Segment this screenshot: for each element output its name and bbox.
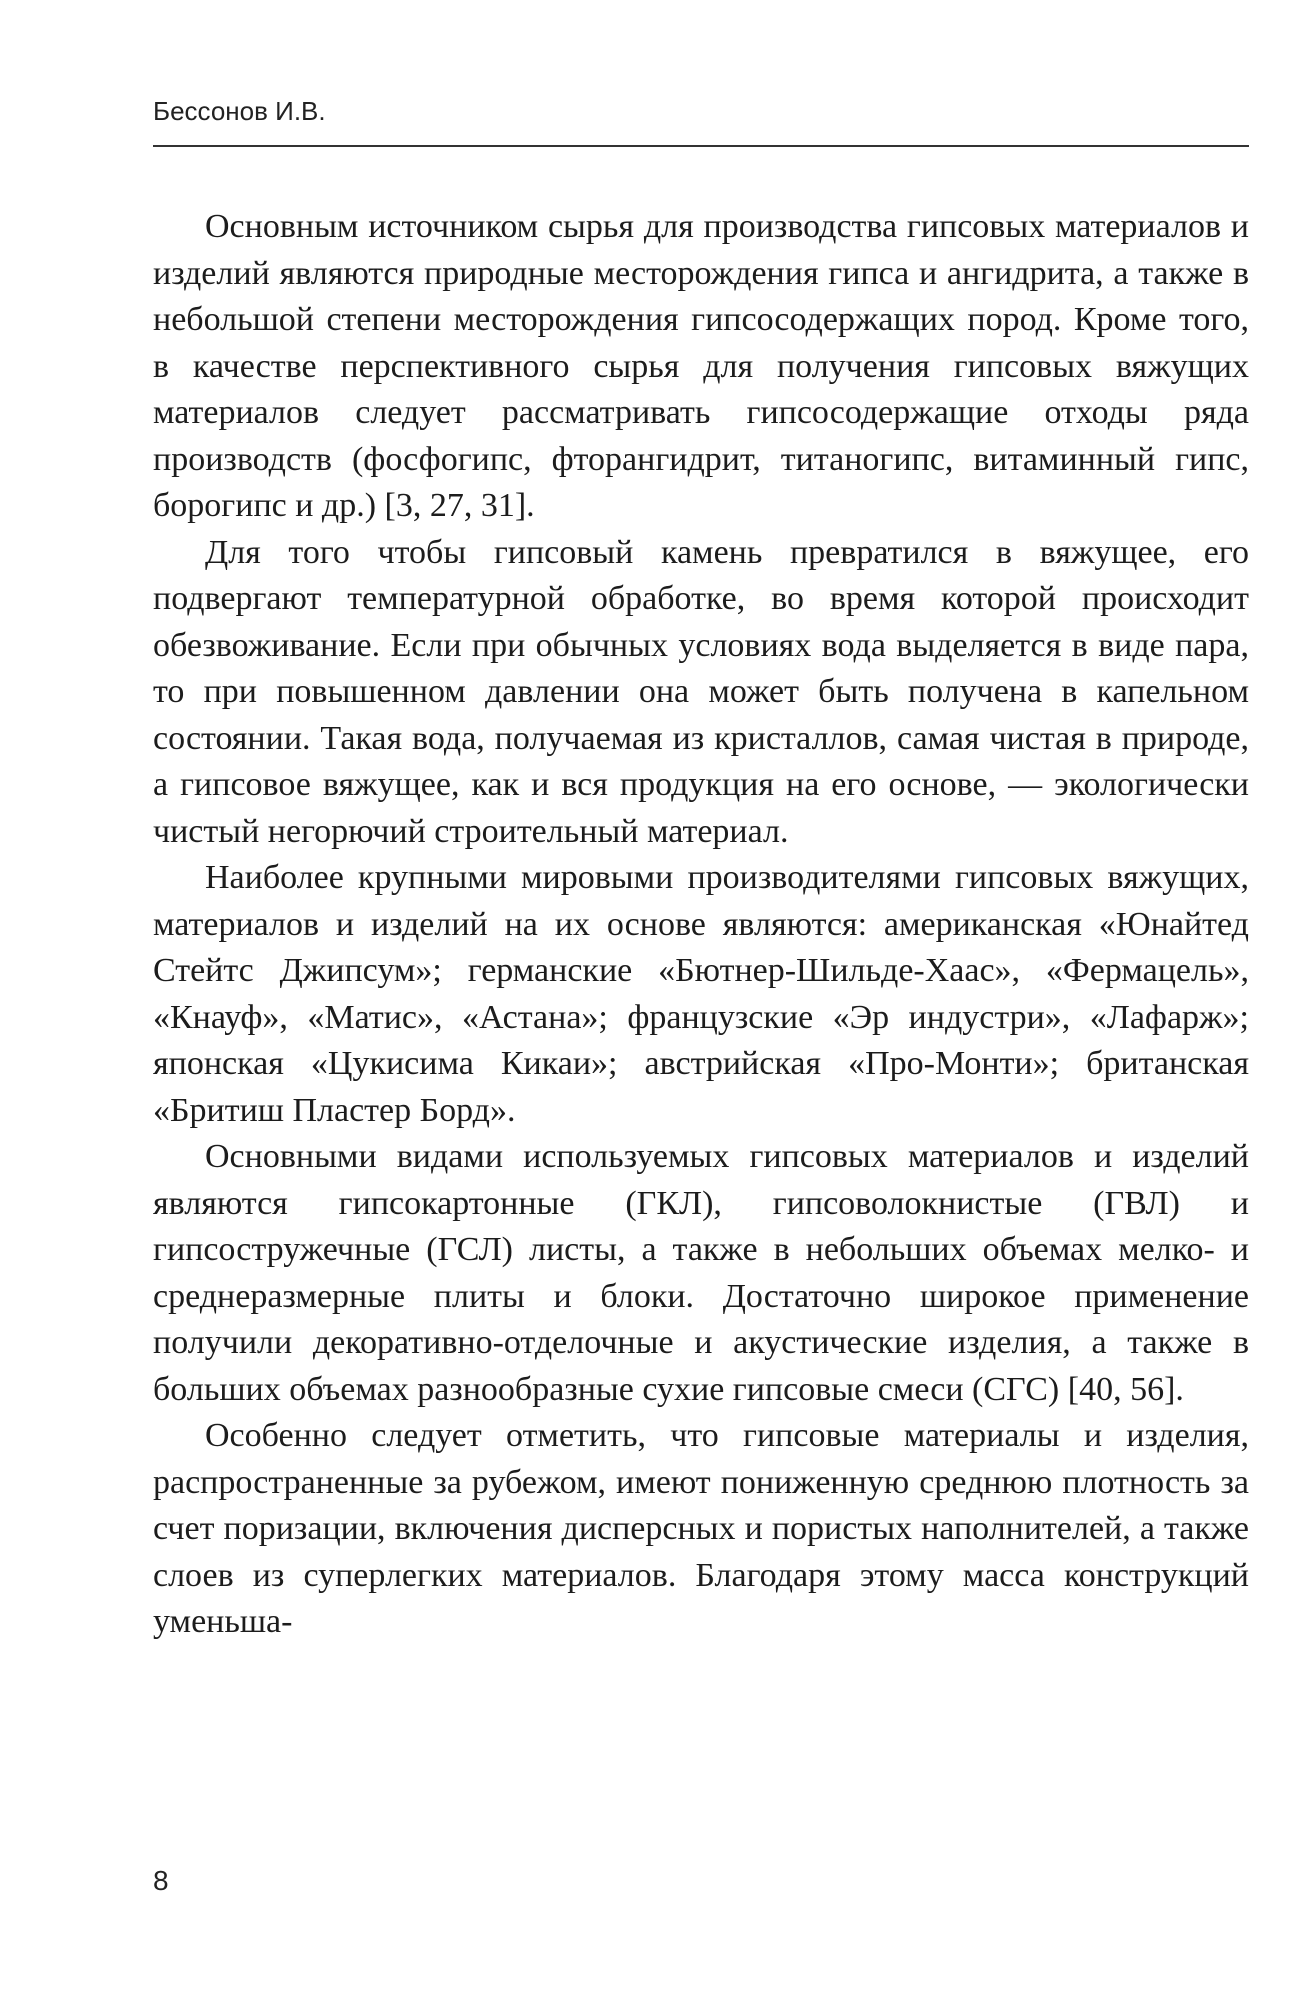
paragraph-dehydration: Для того чтобы гипсовый камень превратился в вяжущее, его подвергают температурной обработке, во время которой происходит обезвоживание. Если при обычных условиях вода выделяется в виде пара, то при повышенном давлении она может быть получена в капельном состоянии. Такая вода, получаемая из кристаллов, самая чистая в природе, а гипсовое вяжущее, как и вся продукция на его основе, — экологически чистый негорючий строительный материал. xyxy=(153,533,1249,850)
page-number: 8 xyxy=(153,1865,169,1896)
paragraph-raw-materials: Основным источником сырья для производства гипсовых материалов и изделий являются природные месторождения гипса и ангидрита, а также в небольшой степени месторождения гипсосодержащих пород. Кроме того, в качестве перспективного сырья для получения гипсовых вяжущих материалов следует рассматривать гипсосодержащие отходы ряда производств (фосфогипс, фторангидрит, титаногипс, витаминный гипс, борогипс и др.) [3, 27, 31]. xyxy=(153,208,1249,524)
paragraph-product-types: Основными видами используемых гипсовых материалов и изделий являются гипсокартонные (ГКЛ), гипсоволокнистые (ГВЛ) и гипсостружечные (ГСЛ) листы, а также в небольших объемах мелко- и среднеразмерные плиты и блоки. Достаточно широкое применение получили декоративно-отделочные и акустические изделия, а также в больших объемах разнообразные сухие гипсовые смеси (СГС) [40, 56]. xyxy=(153,1138,1249,1408)
header-rule xyxy=(153,145,1249,147)
running-head-author: Бессонов И.В. xyxy=(153,96,326,126)
paragraph-manufacturers: Наиболее крупными мировыми производителями гипсовых вяжущих, материалов и изделий на их основе являются: американская «Юнайтед Стейтс Джипсум»; германские «Бютнер-Шильде-Хаас», «Фермацель», «Кнауф», «Матис», «Астана»; французские «Эр индустри», «Лафарж»; японская «Цукисима Кикаи»; австрийская «Про-Монти»; британская «Бритиш Пластер Борд». xyxy=(153,859,1249,1129)
paragraph-low-density: Особенно следует отметить, что гипсовые материалы и изделия, распространенные за рубежом, имеют пониженную среднюю плотность за счет поризации, включения дисперсных и пористых наполнителей, а также слоев из суперлегких материалов. Благодаря этому масса конструкций уменьша- xyxy=(153,1417,1249,1640)
page-header xyxy=(153,96,1249,147)
body-text xyxy=(153,204,1249,1646)
